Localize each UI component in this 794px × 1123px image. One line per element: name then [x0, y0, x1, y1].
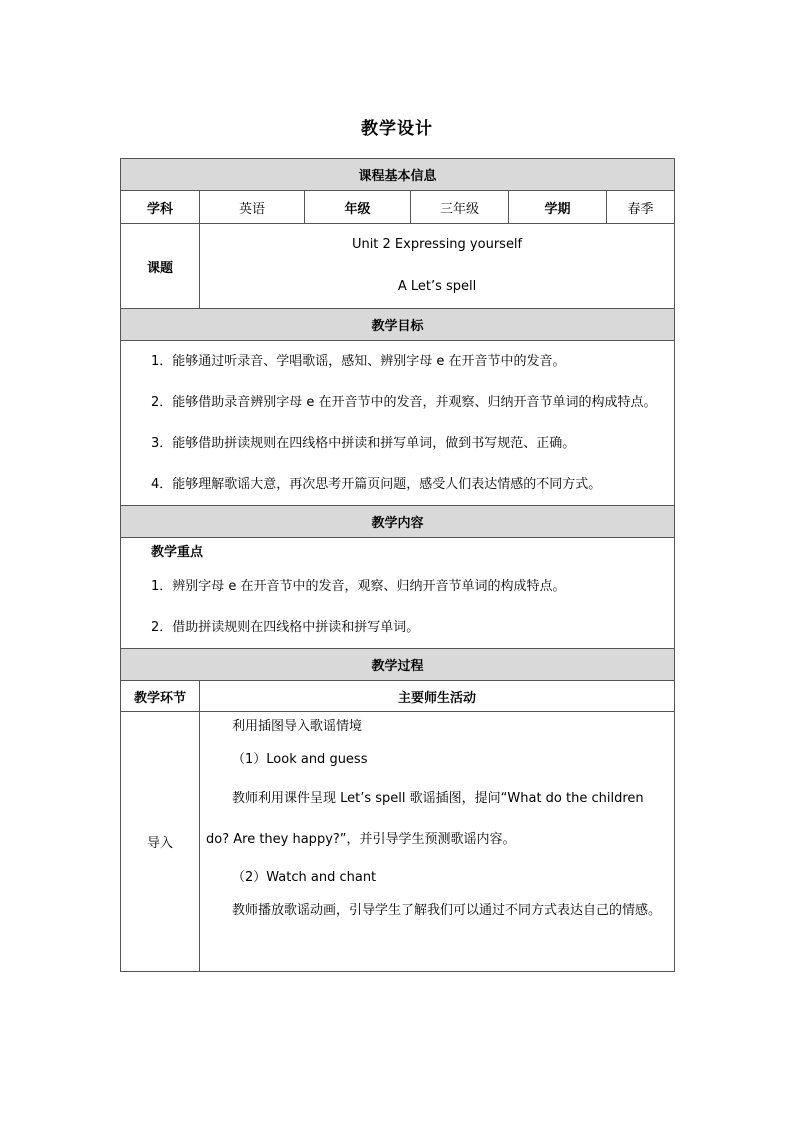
- document-title: 教学设计: [361, 119, 433, 139]
- basic-info-header-row: [121, 159, 675, 191]
- intro-line-5: 教师播放歌谣动画，引导学生了解我们可以通过不同方式表达自己的情感。: [232, 903, 662, 918]
- stage-intro: 导入: [121, 712, 200, 972]
- basic-info-header: 课程基本信息: [121, 159, 675, 191]
- content-item-2: 2．借助拼读规则在四线格中拼读和拼写单词。: [151, 620, 420, 635]
- objective-item-2: 2．能够借助录音辨别字母 e 在开音节中的发音，并观察、归纳开音节单词的构成特点。: [151, 395, 657, 410]
- key-points-label: 教学重点: [151, 545, 204, 560]
- intro-line-1: 利用插图导入歌谣情境: [232, 719, 363, 734]
- basic-info-row: [121, 191, 675, 224]
- term-value: 春季: [607, 191, 675, 224]
- objectives-body-row: [121, 341, 675, 506]
- objective-item-4: 4．能够理解歌谣大意，再次思考开篇页问题，感受人们表达情感的不同方式。: [151, 477, 602, 492]
- topic-line-2: A Let’s spell: [397, 279, 477, 294]
- subject-value: 英语: [200, 191, 305, 224]
- subject-label: 学科: [121, 191, 200, 224]
- content-header-row: [121, 506, 675, 538]
- grade-label: 年级: [305, 191, 411, 224]
- process-header: 教学过程: [121, 649, 675, 681]
- process-header-row: [121, 649, 675, 681]
- activity-column-header: 主要师生活动: [200, 681, 675, 712]
- objectives-header: 教学目标: [121, 309, 675, 341]
- intro-line-4: （2）Watch and chant: [232, 870, 377, 885]
- objective-item-3: 3．能够借助拼读规则在四线格中拼读和拼写单词，做到书写规范、正确。: [151, 436, 576, 451]
- lesson-design-table: [120, 158, 675, 972]
- topic-line-1: Unit 2 Expressing yourself: [351, 237, 523, 252]
- intro-line-3: 教师利用课件呈现 Let’s spell 歌谣插图，提问“What do the children do? Are they happy?”，并引导学生预测歌谣内容。: [206, 791, 644, 847]
- objectives-header-row: [121, 309, 675, 341]
- content-body-row: [121, 538, 675, 649]
- process-columns-row: [121, 681, 675, 712]
- topic-cell: [200, 224, 675, 309]
- intro-line-2: （1）Look and guess: [232, 752, 368, 767]
- intro-row: [121, 712, 675, 972]
- content-header: 教学内容: [121, 506, 675, 538]
- topic-row: [121, 224, 675, 309]
- objective-item-1: 1．能够通过听录音、学唱歌谣，感知、辨别字母 e 在开音节中的发音。: [151, 354, 566, 369]
- stage-column-header: 教学环节: [121, 681, 200, 712]
- intro-activities: [200, 712, 675, 972]
- content-body: [121, 538, 675, 649]
- objectives-body: [121, 341, 675, 506]
- term-label: 学期: [509, 191, 607, 224]
- content-item-1: 1．辨别字母 e 在开音节中的发音，观察、归纳开音节单词的构成特点。: [151, 579, 566, 594]
- grade-value: 三年级: [411, 191, 509, 224]
- topic-label: 课题: [121, 224, 200, 309]
